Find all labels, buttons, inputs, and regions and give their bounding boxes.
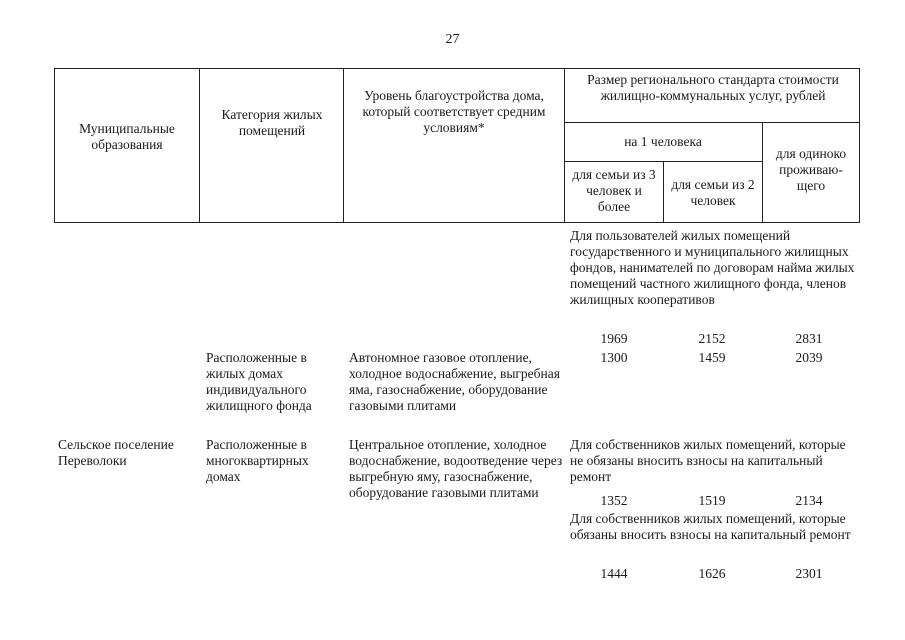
header-level: Уровень благоустройства дома, который соответствует средним условиям* xyxy=(362,88,546,135)
row3-municipality: Сельское поселение Переволоки xyxy=(58,437,174,468)
table-left-border xyxy=(54,68,55,223)
group1-label: Для пользователей жилых помещений государственного и муниципального жилищных фондов, нанимателей по договорам найма жилых помещений частного жилищного фонда, членов жилищных кооперативов xyxy=(570,228,855,307)
col-divider-2 xyxy=(343,68,344,223)
row2-level: Автономное газовое отопление, холодное водоснабжение, выгребная яма, газоснабжение, оборудование газовыми плитами xyxy=(349,350,560,413)
table-top-border xyxy=(54,68,860,69)
row3-label-b: Для собственников жилых помещений, которые обязаны вносить взносы на капитальный ремонт xyxy=(570,511,851,542)
col-divider-5 xyxy=(762,122,763,223)
row3-a-value-single: 2134 xyxy=(795,493,823,508)
header-standard: Размер регионального стандарта стоимости жилищно-коммунальных услуг, рублей xyxy=(587,72,839,103)
standard-subheader-divider xyxy=(564,122,860,123)
header-single: для одиноко проживаю-щего xyxy=(775,146,847,193)
header-municipality: Муниципальные образования xyxy=(79,121,175,152)
header-category: Категория жилых помещений xyxy=(221,107,323,138)
row3-a-value-family3: 1352 xyxy=(600,493,628,508)
header-per-person: на 1 человека xyxy=(624,134,702,149)
row3-category: Расположенные в многоквартирных домах xyxy=(206,437,309,484)
header-family2: для семьи из 2 человек xyxy=(671,177,755,208)
table-header-bottom-border xyxy=(54,222,860,223)
group1-value-single: 2831 xyxy=(795,331,823,346)
row2-category: Расположенные в жилых домах индивидуального жилищного фонда xyxy=(206,350,312,413)
row3-b-value-family2: 1626 xyxy=(698,566,726,581)
header-family3: для семьи из 3 человек и более xyxy=(572,167,656,214)
page-number: 27 xyxy=(445,32,460,47)
col-divider-3 xyxy=(564,68,565,223)
col-divider-1 xyxy=(199,68,200,223)
group1-value-family3: 1969 xyxy=(600,331,628,346)
group1-value-family2: 2152 xyxy=(698,331,726,346)
row2-value-single: 2039 xyxy=(795,350,823,365)
row3-b-value-family3: 1444 xyxy=(600,566,628,581)
row2-value-family2: 1459 xyxy=(698,350,726,365)
table-right-border xyxy=(859,68,860,223)
row3-label-a: Для собственников жилых помещений, которые не обязаны вносить взносы на капитальный ремонт xyxy=(570,437,846,484)
row3-a-value-family2: 1519 xyxy=(698,493,726,508)
col-divider-4 xyxy=(663,161,664,223)
row3-b-value-single: 2301 xyxy=(795,566,823,581)
row2-value-family3: 1300 xyxy=(600,350,628,365)
row3-level: Центральное отопление, холодное водоснабжение, водоотведение через выгребную яму, газоснабжение, оборудование газовыми плитами xyxy=(349,437,563,500)
